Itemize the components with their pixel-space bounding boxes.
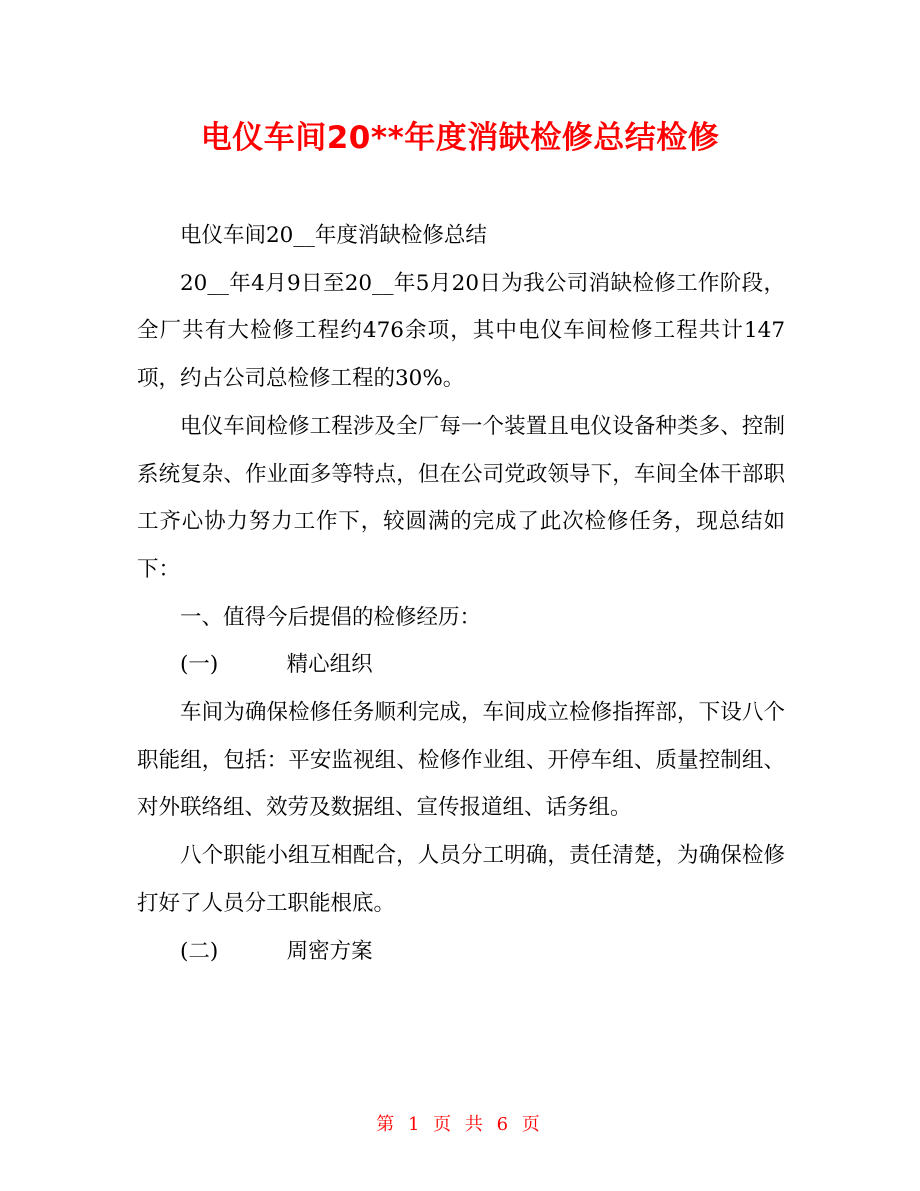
document-body bbox=[137, 212, 785, 975]
section-heading-experience: 一、值得今后提倡的检修经历： bbox=[180, 604, 482, 630]
paragraph-group-coordination: 八个职能小组互相配合，人员分工明确，责任清楚，为确保检修打好了人员分工职能根底。 bbox=[137, 843, 785, 916]
paragraph-subtitle: 电仪车间20__年度消缺检修总结 bbox=[180, 223, 487, 248]
subsection-heading-plan: (二) 周密方案 bbox=[180, 938, 373, 964]
page-footer: 第 1 页 共 6 页 bbox=[376, 1114, 544, 1135]
paragraph-command-groups: 车间为确保检修任务顺利完成，车间成立检修指挥部，下设八个职能组，包括：平安监视组、检修作业组、开停车组、质量控制组、对外联络组、效劳及数据组、宣传报道组、话务组。 bbox=[137, 700, 785, 821]
document-title: 电仪车间20**年度消缺检修总结检修 bbox=[200, 120, 720, 156]
paragraph-summary-intro: 电仪车间检修工程涉及全厂每一个装置且电仪设备种类多、控制系统复杂、作业面多等特点，但在公司党政领导下，车间全体干部职工齐心协力努力工作下，较圆满的完成了此次检修任务，现总结如下： bbox=[137, 413, 785, 582]
subsection-heading-organization: (一) 精心组织 bbox=[180, 652, 373, 678]
paragraph-overview: 20__年4月9日至20__年5月20日为我公司消缺检修工作阶段，全厂共有大检修工程约476余项，其中电仪车间检修工程共计147项，约占公司总检修工程的30%。 bbox=[137, 270, 785, 392]
